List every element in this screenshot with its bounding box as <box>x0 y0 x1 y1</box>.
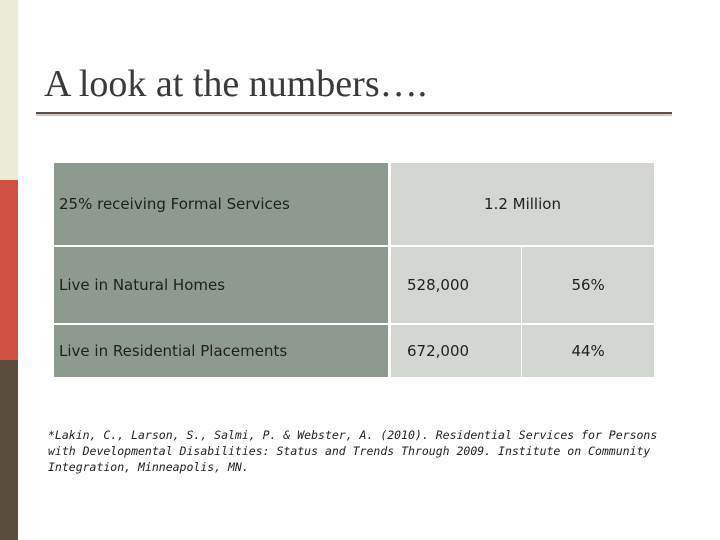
header-value-cell: 1.2 Million <box>390 163 655 246</box>
row-percent-cell: 44% <box>522 324 654 377</box>
accent-stripe-bottom <box>0 360 18 540</box>
row-count-cell: 528,000 <box>390 246 522 324</box>
row-label-cell: Live in Natural Homes <box>54 246 390 324</box>
services-table <box>54 163 654 377</box>
accent-stripe-top <box>0 0 18 180</box>
title-divider <box>36 112 672 114</box>
header-label-cell: 25% receiving Formal Services <box>54 163 390 246</box>
table-header-row <box>54 163 654 246</box>
accent-stripe-middle <box>0 180 18 360</box>
row-label-cell: Live in Residential Placements <box>54 324 390 377</box>
table-row <box>54 246 654 324</box>
row-percent-cell: 56% <box>522 246 654 324</box>
citation-text: *Lakin, C., Larson, S., Salmi, P. & Webster, A. (2010). Residential Services for Persons with Developmental Disabilities: Status and Trends Through 2009. Institute on Community Integration, Minneapolis, MN. <box>48 428 658 474</box>
slide-title: A look at the numbers…. <box>44 63 428 105</box>
row-count-cell: 672,000 <box>390 324 522 377</box>
table-row <box>54 324 654 377</box>
